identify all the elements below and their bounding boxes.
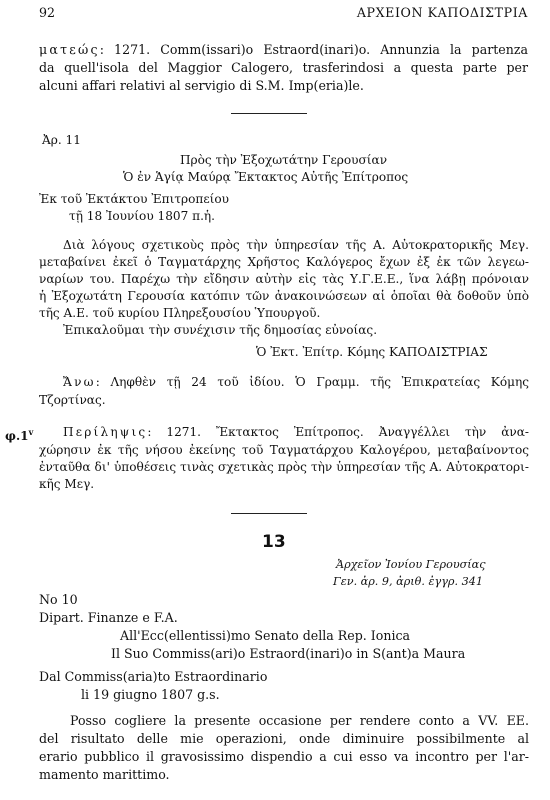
section-divider (231, 113, 307, 114)
body-line: erario pubblico il gravosissimo dispendio a cui esso va incontro per l'ar- (39, 749, 529, 764)
addressee-line: All'Ecc(ellentissi)mo Senato della Rep. Ionica (120, 628, 411, 643)
date-line: li 19 giugno 1807 g.s. (81, 687, 220, 702)
addressee-line: Il Suo Commiss(ari)o Estraord(inari)o in S(ant)a Maura (111, 646, 466, 661)
document-no: No 10 (39, 592, 78, 607)
document-label: Ἀρ. 11 (42, 133, 81, 147)
signature: Ὁ Ἐκτ. Ἐπίτρ. Κόμης ΚΑΠΟΔΙΣΤΡΙΑΣ (256, 345, 488, 359)
sender-line: Dal Commiss(aria)to Estraordinario (39, 669, 268, 684)
document-number: 13 (262, 532, 286, 552)
page-number: 92 (39, 5, 56, 20)
archive-reference: Ἀρχεῖον Ἰονίου Γερουσίας (336, 558, 486, 571)
folio-sup: v (28, 427, 34, 437)
folio-label: φ.1 (5, 429, 29, 444)
folio-marker (5, 424, 33, 445)
summary-gr-line (63, 424, 529, 441)
body-line: Διὰ λόγους σχετικοὺς πρὸς τὴν ὑπηρεσίαν τῆς Α. Αὐτοκρατορικῆς Μεγ. (63, 238, 529, 252)
body-line: μεταβαίνει ἐκεῖ ὁ Ταγματάρχης Χρῆστος Καλόγερος ἔχων ἐξ ἐκ τῶν λεγεω- (39, 255, 529, 269)
department: Dipart. Finanze e F.A. (39, 610, 178, 625)
summary-it-line: alcuni affari relativi al servigio di S.M. Imp(eria)le. (39, 78, 364, 93)
annotation-line: Τζορτίνας. (39, 393, 106, 407)
running-title: ΑΡΧΕΙΟΝ ΚΑΠΟΔΙΣΤΡΙΑ (356, 5, 528, 20)
body-line: del risultato delle mie operazioni, onde diminuire possibilmente al (39, 731, 529, 746)
body-line: mamento marittimo. (39, 767, 170, 782)
summary-gr-line: ἐνταῦθα δι' ὑποθέσεις τινὰς σχετικὰς πρὸς τὴν ὑπηρεσίαν τῆς Α. Αὐτοκρατορι- (39, 460, 529, 474)
date-line: τῇ 18 Ἰουνίου 1807 π.ἡ. (69, 209, 216, 223)
summary-it-line (39, 41, 528, 58)
annotation-spaced-word: Ἄνω (63, 375, 96, 389)
addressee-line: Ὁ ἐν Ἁγίᾳ Μαύρᾳ Ἔκτακτος Αὐτῆς Ἐπίτροπος (123, 170, 409, 184)
body-line: ἡ Ἐξοχωτάτη Γερουσία κατόπιν τῶν ἀνακοινώσεων αἱ ὁποῖαι θὰ δοθοῦν ὑπὸ (39, 289, 529, 303)
addressee-line: Πρὸς τὴν Ἐξοχωτάτην Γερουσίαν (180, 153, 388, 167)
body-line: Posso cogliere la presente occasione per rendere conto a VV. EE. (70, 713, 529, 728)
summary-gr-rest: : 1271. Ἔκτακτος Ἐπίτροπος. Ἀναγγέλλει τὴν ἀνα- (147, 425, 529, 439)
section-divider (231, 513, 307, 514)
summary-it-spaced-word: ματεώς (39, 42, 100, 57)
summary-it-line1-rest: : 1271. Comm(issari)o Estraord(inari)o. Annunzia la partenza (99, 42, 528, 57)
summary-gr-line: χώρησιν ἐκ τῆς νήσου ἐκείνης τοῦ Ταγματάρχου Καλογέρου, μεταβαίνοντος (39, 443, 529, 457)
body-line: ναρίων του. Παρέχω τὴν εἴδησιν αὐτὴν εἰς τὰς Υ.Γ.Ε.Ε., ἵνα λάβῃ πρόνοιαν (39, 272, 529, 286)
annotation-line (63, 374, 529, 391)
sender-line: Ἐκ τοῦ Ἐκτάκτου Ἐπιτροπείου (39, 192, 230, 206)
closing-line: Ἐπικαλοῦμαι τὴν συνέχισιν τῆς δημοσίας εὐνοίας. (63, 323, 378, 337)
annotation-rest: : Ληφθὲν τῇ 24 τοῦ ἰδίου. Ὁ Γραμμ. τῆς Ἐπικρατείας Κόμης (95, 375, 529, 389)
body-line: τῆς Α.Ε. τοῦ κυρίου Πληρεξουσίου Ὑπουργοῦ. (39, 306, 321, 320)
summary-it-line: da quell'isola del Maggior Calogero, trasferindosi a questa parte per (39, 60, 528, 75)
archive-reference: Γεν. ἀρ. 9, ἀριθ. ἐγγρ. 341 (333, 575, 483, 588)
summary-gr-line: κῆς Μεγ. (39, 477, 95, 491)
summary-gr-spaced-word: Περίληψις (63, 425, 148, 439)
